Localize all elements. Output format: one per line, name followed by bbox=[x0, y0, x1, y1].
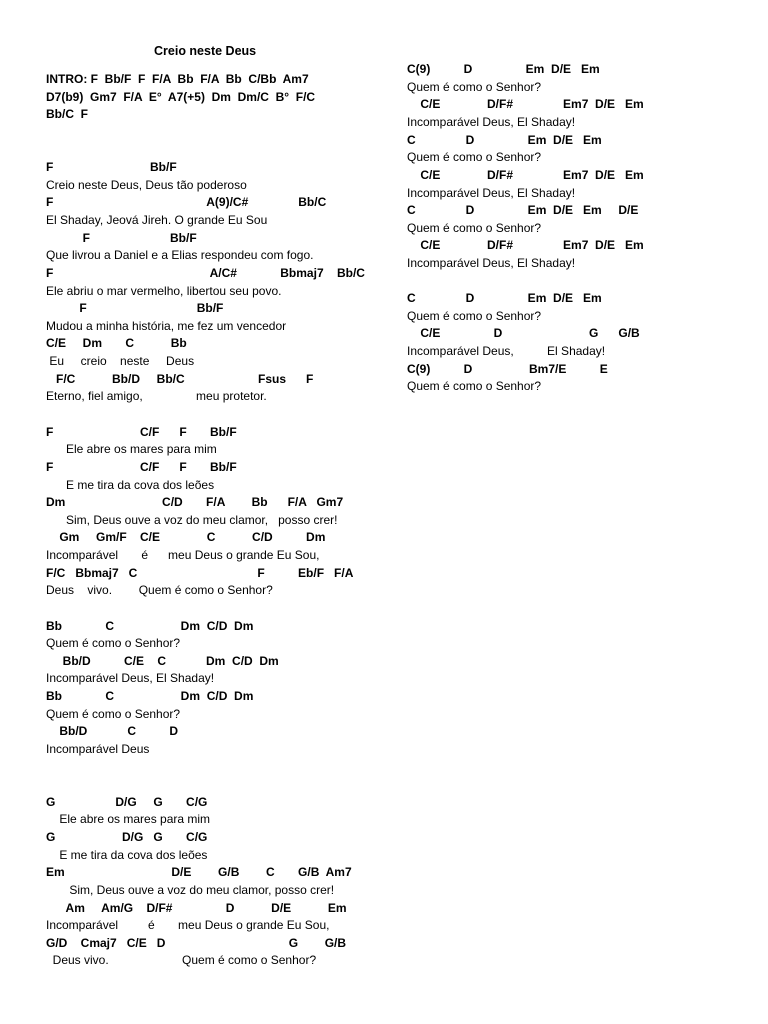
chord-line: G/D Cmaj7 C/E D G G/B bbox=[46, 936, 347, 950]
lyric-line: Mudou a minha história, me fez um vencedor bbox=[46, 319, 287, 333]
chord-line: Bb C Dm C/D Dm bbox=[46, 689, 254, 703]
chord-line: F A(9)/C# Bb/C bbox=[46, 195, 327, 209]
lyric-line: Quem é como o Senhor? bbox=[407, 150, 542, 164]
lyric-line: E me tira da cova dos leões bbox=[46, 478, 215, 492]
lyric-line: Ele abre os mares para mim bbox=[46, 442, 217, 456]
lyric-line: Incomparável é meu Deus o grande Eu Sou, bbox=[46, 548, 320, 562]
lyric-line: Incomparável Deus, El Shaday! bbox=[407, 344, 606, 358]
lyric-line: Creio neste Deus, Deus tão poderoso bbox=[46, 178, 247, 192]
lyric-line: Eterno, fiel amigo, meu protetor. bbox=[46, 389, 267, 403]
lyric-line: Quem é como o Senhor? bbox=[407, 309, 542, 323]
intro-line: Bb/C F bbox=[46, 107, 88, 121]
lyric-line: Incomparável é meu Deus o grande Eu Sou, bbox=[46, 918, 330, 932]
chord-line: F Bb/F bbox=[46, 160, 177, 174]
lyric-line: Eu creio neste Deus bbox=[46, 354, 195, 368]
lyric-line: Incomparável Deus, El Shaday! bbox=[407, 115, 576, 129]
lyric-line: Deus vivo. Quem é como o Senhor? bbox=[46, 953, 317, 967]
chord-line: Bb C Dm C/D Dm bbox=[46, 619, 254, 633]
lyric-line: Quem é como o Senhor? bbox=[407, 80, 542, 94]
chord-line: F/C Bbmaj7 C F Eb/F F/A bbox=[46, 566, 354, 580]
lyric-line: Incomparável Deus, El Shaday! bbox=[407, 186, 576, 200]
chord-line: Em D/E G/B C G/B Am7 bbox=[46, 865, 352, 879]
lyric-line: Ele abriu o mar vermelho, libertou seu povo. bbox=[46, 284, 282, 298]
chord-line: G D/G G C/G bbox=[46, 795, 208, 809]
chord-line: F Bb/F bbox=[46, 301, 224, 315]
lyric-line: Quem é como o Senhor? bbox=[46, 707, 181, 721]
chord-line: Bb/D C D bbox=[46, 724, 179, 738]
lyric-line: Quem é como o Senhor? bbox=[46, 636, 181, 650]
chord-line: C D Em D/E Em D/E bbox=[407, 203, 639, 217]
chord-line: C/E D/F# Em7 D/E Em bbox=[407, 168, 644, 182]
chord-line: Am Am/G D/F# D D/E Em bbox=[46, 901, 347, 915]
chord-line: Gm Gm/F C/E C C/D Dm bbox=[46, 530, 326, 544]
chord-line: C/E D G G/B bbox=[407, 326, 640, 340]
chord-line: Dm C/D F/A Bb F/A Gm7 bbox=[46, 495, 344, 509]
chord-line: C/E D/F# Em7 D/E Em bbox=[407, 97, 644, 111]
lyric-line: Quem é como o Senhor? bbox=[407, 221, 542, 235]
lyric-line: Sim, Deus ouve a voz do meu clamor, posso crer! bbox=[46, 883, 335, 897]
intro-line: INTRO: F Bb/F F F/A Bb F/A Bb C/Bb Am7 bbox=[46, 72, 309, 86]
lyric-line: Deus vivo. Quem é como o Senhor? bbox=[46, 583, 273, 597]
chord-line: Bb/D C/E C Dm C/D Dm bbox=[46, 654, 279, 668]
chord-line: F A/C# Bbmaj7 Bb/C bbox=[46, 266, 365, 280]
chord-line: C D Em D/E Em bbox=[407, 133, 602, 147]
lyric-line: Incomparável Deus, El Shaday! bbox=[407, 256, 576, 270]
chord-line: C/E Dm C Bb bbox=[46, 336, 187, 350]
lyric-line: Sim, Deus ouve a voz do meu clamor, posso crer! bbox=[46, 513, 338, 527]
intro-line: D7(b9) Gm7 F/A E° A7(+5) Dm Dm/C B° F/C bbox=[46, 90, 316, 104]
chord-line: F C/F F Bb/F bbox=[46, 425, 237, 439]
page-title: Creio neste Deus bbox=[154, 44, 257, 58]
chord-line: C D Em D/E Em bbox=[407, 291, 602, 305]
lyric-line: Ele abre os mares para mim bbox=[46, 812, 211, 826]
chord-line: F/C Bb/D Bb/C Fsus F bbox=[46, 372, 314, 386]
lyric-line: Incomparável Deus bbox=[46, 742, 150, 756]
chord-line: C/E D/F# Em7 D/E Em bbox=[407, 238, 644, 252]
chord-line: C(9) D Bm7/E E bbox=[407, 362, 608, 376]
chord-line: C(9) D Em D/E Em bbox=[407, 62, 600, 76]
lyric-line: Que livrou a Daniel e a Elias respondeu com fogo. bbox=[46, 248, 314, 262]
lyric-line: E me tira da cova dos leões bbox=[46, 848, 208, 862]
chord-line: G D/G G C/G bbox=[46, 830, 208, 844]
chord-line: F C/F F Bb/F bbox=[46, 460, 237, 474]
lyric-line: El Shaday, Jeová Jireh. O grande Eu Sou bbox=[46, 213, 268, 227]
lyric-line: Incomparável Deus, El Shaday! bbox=[46, 671, 215, 685]
lyric-line: Quem é como o Senhor? bbox=[407, 379, 542, 393]
chord-line: F Bb/F bbox=[46, 231, 197, 245]
